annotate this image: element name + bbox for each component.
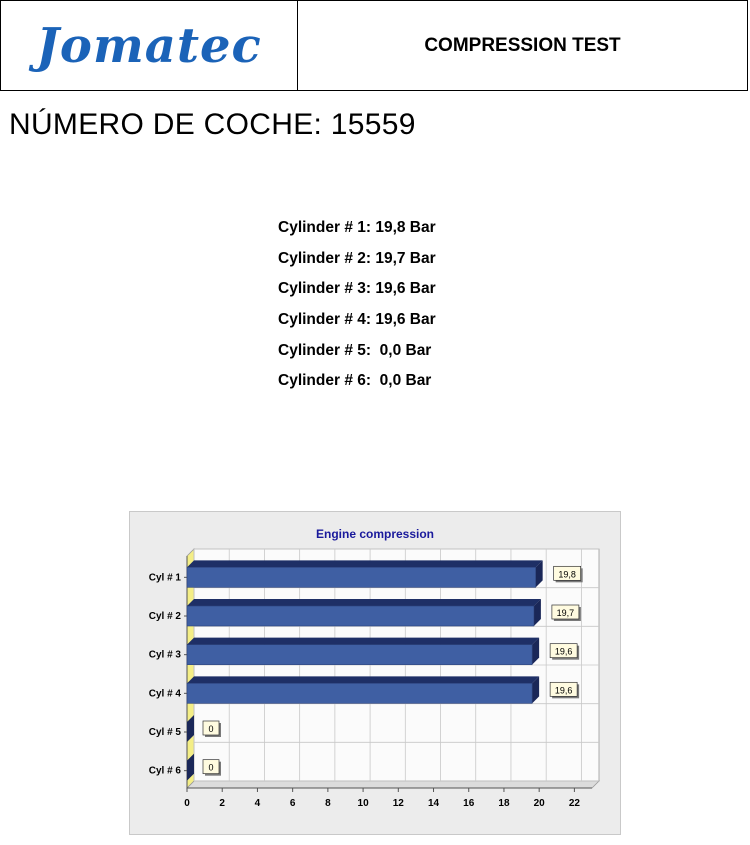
chart-value-label: 19,8 xyxy=(558,569,576,580)
chart-category-label: Cyl # 4 xyxy=(148,688,181,700)
chart-category-label: Cyl # 5 xyxy=(148,727,181,738)
chart-floor xyxy=(187,781,599,788)
chart-x-tick-label: 20 xyxy=(533,798,545,809)
chart-bar xyxy=(187,645,532,665)
chart-value-label: 0 xyxy=(208,724,214,734)
chart-category-label: Cyl # 6 xyxy=(148,765,181,777)
chart-x-tick-label: 12 xyxy=(392,798,404,809)
chart-x-tick-label: 0 xyxy=(184,798,190,809)
logo-cell xyxy=(1,1,298,90)
cylinder-readings xyxy=(278,217,436,401)
chart-x-tick-label: 8 xyxy=(325,798,331,809)
cylinder-reading-4: Cylinder # 4: 19,6 Bar xyxy=(278,311,436,329)
chart-category-label: Cyl # 2 xyxy=(148,611,181,622)
cylinder-reading-1: Cylinder # 1: 19,8 Bar xyxy=(278,219,436,236)
chart-x-tick-label: 18 xyxy=(498,798,510,809)
chart-x-tick-label: 4 xyxy=(254,798,261,809)
chart-value-label: 0 xyxy=(208,762,214,773)
chart-bar xyxy=(187,683,532,703)
chart-bar-top xyxy=(187,638,539,645)
car-number: NÚMERO DE COCHE: 15559 xyxy=(9,108,416,141)
chart-x-tick-label: 14 xyxy=(427,798,440,809)
chart-title: Engine compression xyxy=(315,527,435,541)
chart-svg xyxy=(130,512,620,834)
cylinder-reading-6: Cylinder # 6: 0,0 Bar xyxy=(278,372,432,390)
chart-x-tick-label: 22 xyxy=(568,798,580,809)
chart-bar xyxy=(187,567,536,587)
chart-value-label: 19,6 xyxy=(554,646,573,657)
cylinder-reading-3: Cylinder # 3: 19,6 Bar xyxy=(278,280,436,298)
chart-x-tick-label: 2 xyxy=(219,798,225,809)
company-logo: Jomatec xyxy=(36,17,262,74)
chart-value-label: 19,6 xyxy=(554,685,573,696)
chart-bar-top xyxy=(187,599,541,606)
cylinder-reading-5: Cylinder # 5: 0,0 Bar xyxy=(278,341,432,359)
chart-bar-top xyxy=(187,676,539,683)
chart-value-label: 19,7 xyxy=(556,608,575,618)
chart-x-tick-label: 6 xyxy=(289,798,296,809)
chart-category-label: Cyl # 3 xyxy=(148,649,181,661)
chart-x-tick-label: 16 xyxy=(463,798,475,809)
chart-x-tick-label: 10 xyxy=(357,798,369,809)
chart-bar-top xyxy=(187,560,543,567)
chart-bar xyxy=(187,606,534,626)
chart-category-label: Cyl # 1 xyxy=(148,572,181,584)
report-title: COMPRESSION TEST xyxy=(424,34,621,56)
cylinder-reading-2: Cylinder # 2: 19,7 Bar xyxy=(278,249,436,267)
report-header xyxy=(0,0,748,91)
compression-chart xyxy=(129,511,621,835)
